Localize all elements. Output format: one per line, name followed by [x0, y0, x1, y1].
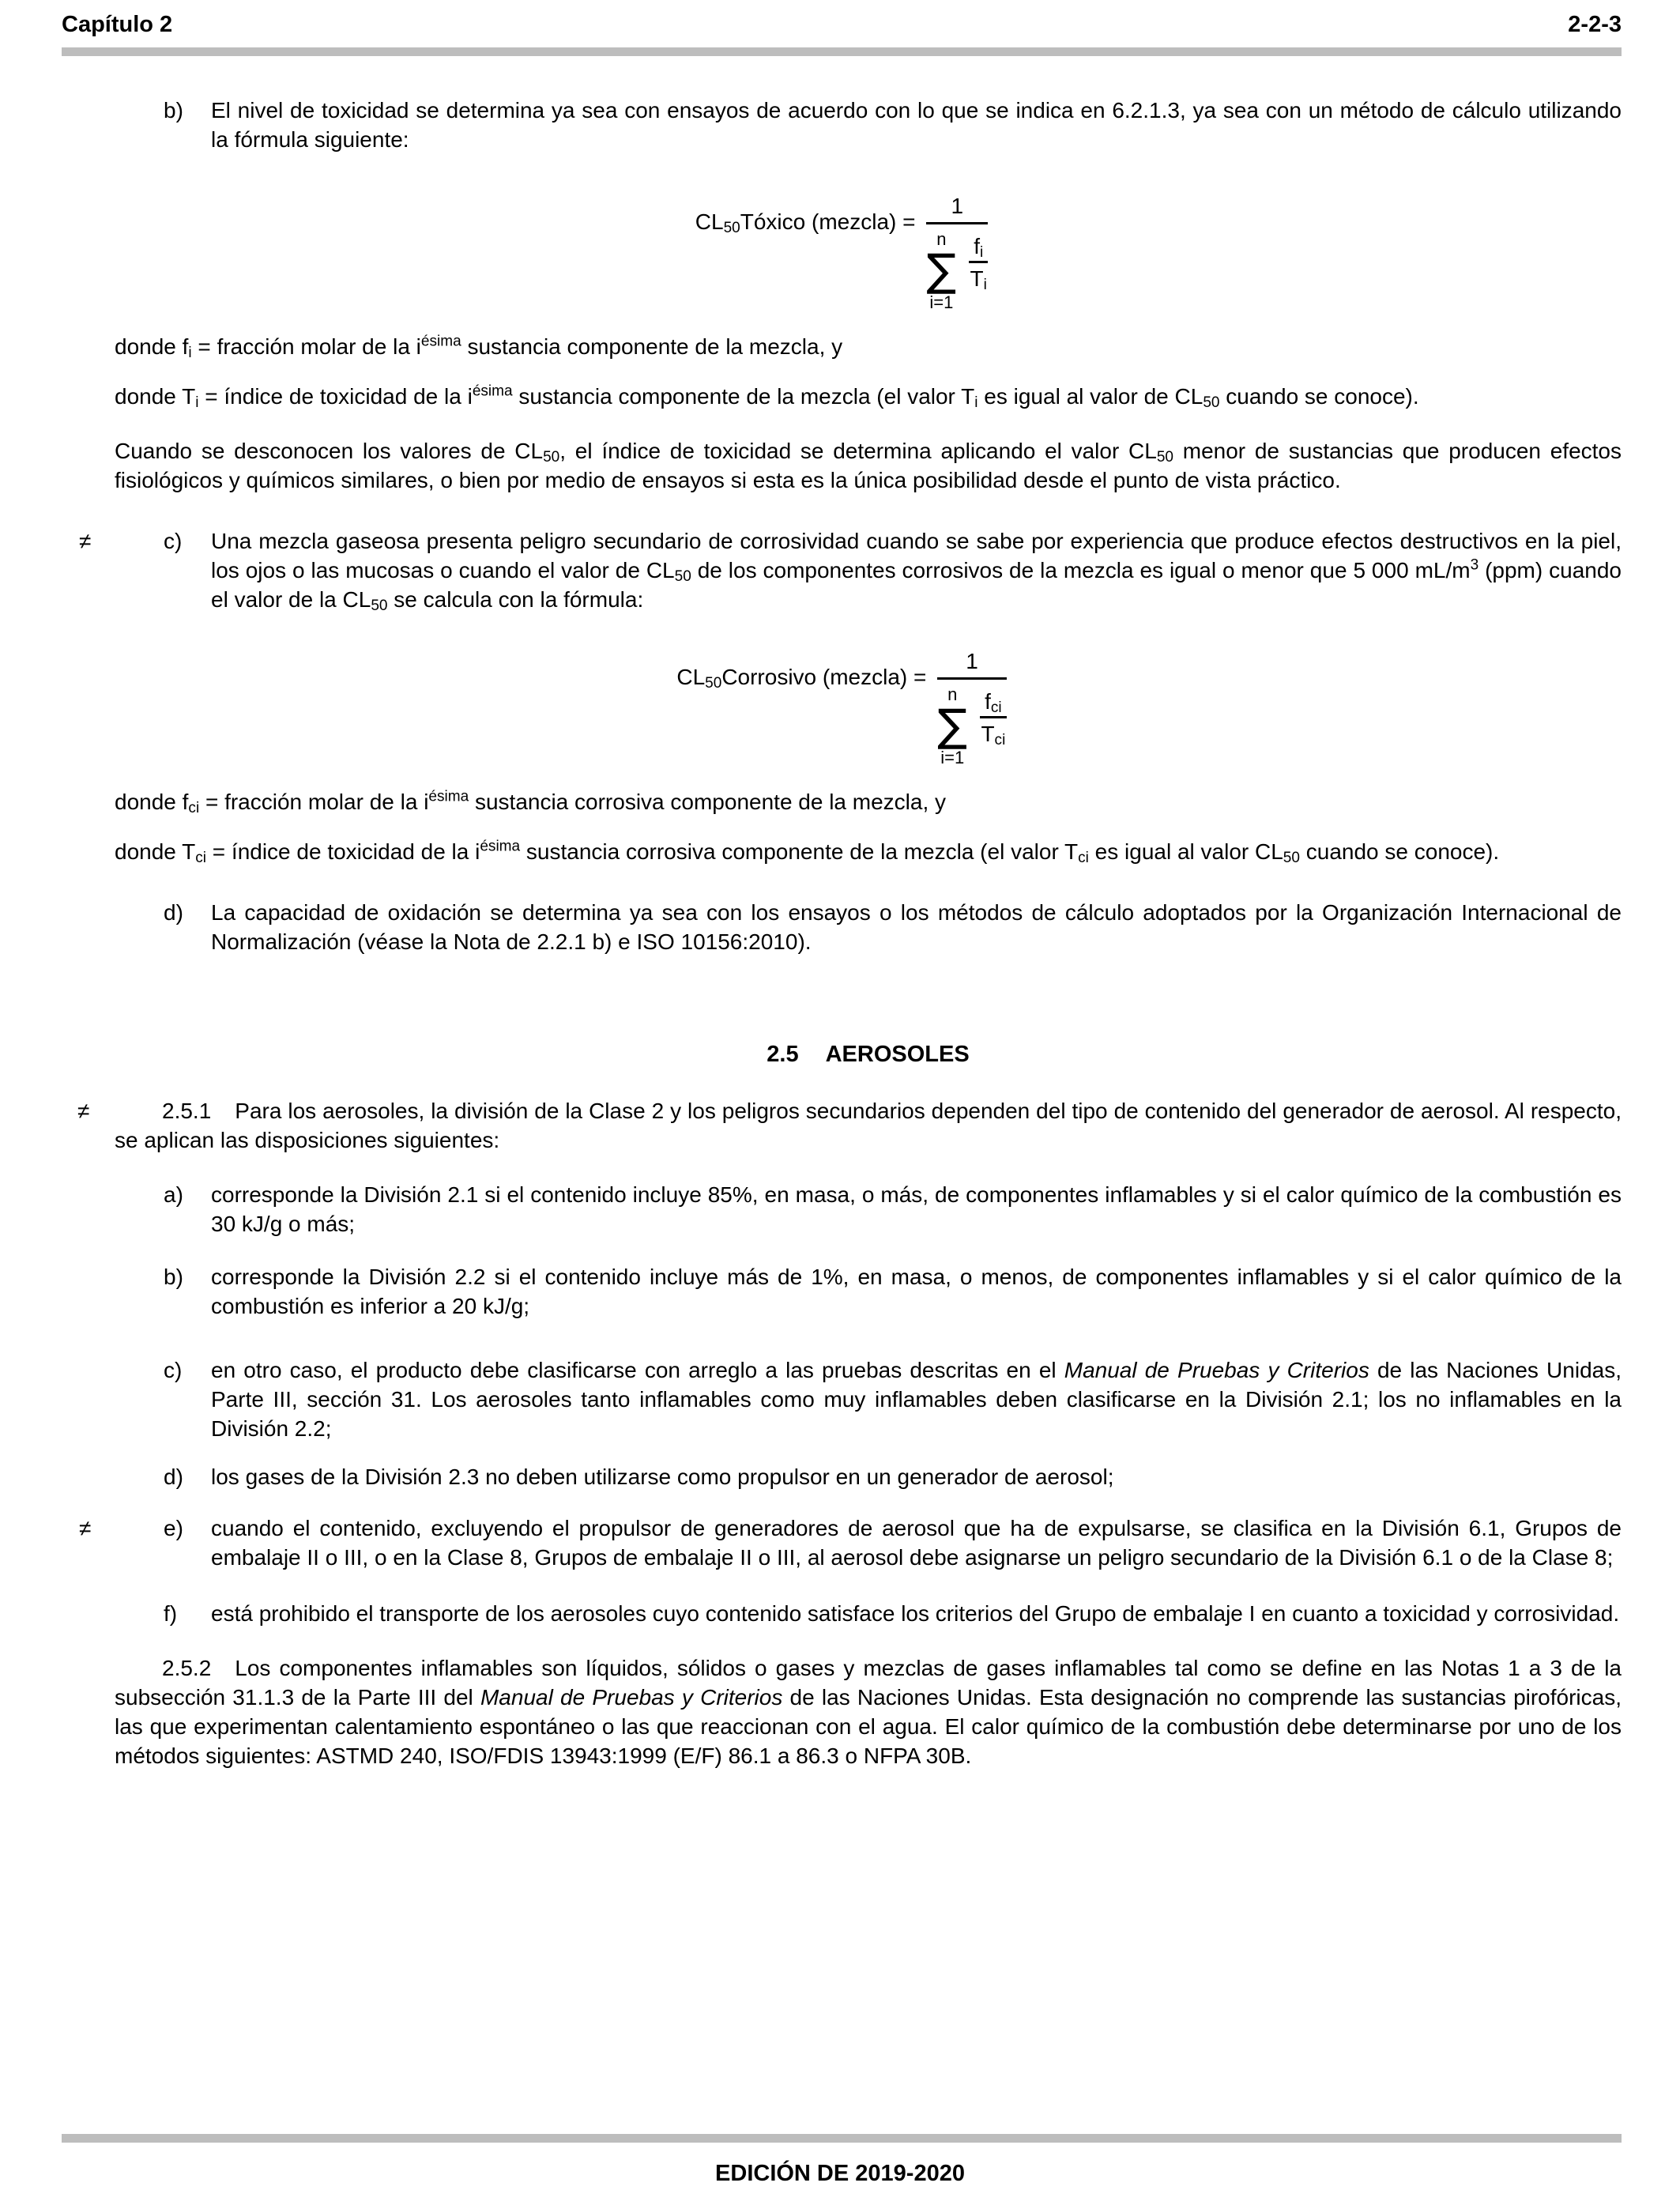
list-item-text: en otro caso, el producto debe clasificarse con arreglo a las pruebas descritas en el Manual de Pruebas y Criterios de las Naciones Unidas, Parte III, sección 31. Los aerosoles tanto inflamables como muy inflamables deben clasificarse en la División 2.1; los no inflamables en la División 2.2; — [211, 1358, 1622, 1441]
summation — [937, 684, 967, 768]
formula-lhs: $CL_{50}Tóxico$ (mezcla) = — [695, 209, 916, 237]
list-item-label: e) — [164, 1516, 183, 1540]
list-item-a-division-21 — [164, 1180, 1622, 1238]
list-item-text: corresponde la División 2.2 si el contenido incluye más de 1%, en masa, o menos, de componentes inflamables y si el calor químico de la combustión es inferior a 20 kJ/g; — [211, 1265, 1622, 1318]
sum-lower-limit: i=1 — [929, 292, 954, 312]
inner-fraction — [969, 232, 988, 293]
fraction-numerator: 1 — [951, 194, 964, 218]
list-item-d-division-23 — [164, 1462, 1622, 1491]
header-rule — [62, 47, 1622, 56]
fraction-denominator — [926, 224, 988, 313]
sigma-icon: ∑ — [926, 245, 957, 296]
list-item-label: b) — [164, 1265, 183, 1289]
paragraph-2-5-2: 2.5.2 Los componentes inflamables son líquidos, sólidos o gases y mezclas de gases inflamables tal como se define en las Notas 1 a 3 de la subsección 31.1.3 de la Parte III del Manual de Pruebas y Criterios de las Naciones Unidas. Esta designación no comprende las sustancias pirofóricas, las que experimentan calentamiento espontáneo o las que reaccionan con el agua. El calor químico de la combustión debe determinarse por uno de los métodos siguientes: ASTMD 240, ISO/FDIS 13943:1999 (E/F) 86.1 a 86.3 o NFPA 30B. — [115, 1656, 1622, 1768]
fraction-denominator — [937, 680, 1006, 768]
change-marker-icon: ≠ — [79, 1516, 92, 1540]
list-item-text: El nivel de toxicidad se determina ya sea con ensayos de acuerdo con lo que se indica en 6.2.1.3, ya sea con un método de cálculo utilizando la fórmula siguiente: — [211, 98, 1622, 152]
list-item-label: a) — [164, 1182, 183, 1207]
list-item-label: c) — [164, 529, 183, 553]
list-item-text: los gases de la División 2.3 no deben utilizarse como propulsor en un generador de aerosol; — [211, 1465, 1114, 1489]
header-chapter: Capítulo 2 — [62, 12, 173, 37]
inner-fraction-numerator: $f_{ci}$ — [985, 689, 1002, 717]
inner-fraction-numerator: $f_i$ — [974, 234, 984, 262]
section-number: 2.5 — [767, 1042, 799, 1067]
formula-lhs: $CL_{50}Corrosivo$ (mezcla) = — [676, 665, 927, 692]
paragraph-donde-tci: donde $T_{ci}$ = índice de toxicidad de la $i^{ésima}$ sustancia corrosiva componente de la mezcla (el valor $T_{ci}$ es igual al valor $CL_{50}$ cuando se conoce). — [115, 838, 1500, 867]
footer-edition: EDICIÓN DE 2019-2020 — [715, 2161, 965, 2186]
formula-cl50-toxico — [62, 190, 1622, 313]
list-item-text: está prohibido el transporte de los aerosoles cuyo contenido satisface los criterios del Grupo de embalaje I en cuanto a toxicidad y corrosividad. — [211, 1601, 1620, 1626]
list-item-c-manual-pruebas — [164, 1355, 1622, 1443]
formula-cl50-corrosivo — [62, 646, 1622, 768]
footer-rule — [62, 2134, 1622, 2143]
paragraph-cuando-desconocen: Cuando se desconocen los valores de $CL_{50}$, el índice de toxicidad se determina aplicando el valor $CL_{50}$ menor de sustancias que producen efectos fisiológicos y químicos similares, o bien por medio de ensayos si esta es la única posibilidad desde el punto de vista práctico. — [115, 439, 1622, 492]
paragraph-donde-fi: donde $f_i$ = fracción molar de la $i^{ésima}$ sustancia componente de la mezcla, y — [115, 333, 843, 362]
fraction-numerator: 1 — [966, 649, 978, 673]
paragraph-donde-ti: donde $T_i$ = índice de toxicidad de la $i^{ésima}$ sustancia componente de la mezcla (el valor $T_i$ es igual al valor de $CL_{50}$ cuando se conoce). — [115, 383, 1419, 412]
inner-fraction-denominator: $T_{ci}$ — [981, 722, 1006, 749]
list-item-text: Una mezcla gaseosa presenta peligro secundario de corrosividad cuando se sabe por experiencia que produce efectos destructivos en la piel, los ojos o las mucosas o cuando el valor de $CL_{50}$ de los componentes corrosivos de la mezcla es igual o menor que 5 000 $mL/m^3$ (ppm) cuando el valor de la $CL_{50}$ se calcula con la fórmula: — [211, 529, 1622, 615]
list-item-b-division-22 — [164, 1262, 1622, 1321]
paragraph-text: 2.5.1 Para los aerosoles, la división de la Clase 2 y los peligros secundarios dependen del tipo de contenido del generador de aerosol. Al respecto, se aplican las disposiciones siguientes: — [115, 1099, 1622, 1152]
list-item-label: c) — [164, 1358, 183, 1382]
list-item-text: La capacidad de oxidación se determina ya sea con los ensayos o los métodos de cálculo adoptados por la Organización Internacional de Normalización (véase la Nota de 2.2.1 b) e ISO 10156:2010). — [211, 900, 1622, 954]
list-item-e-secondary-hazard — [79, 1514, 1622, 1572]
list-item-c-corrosivity — [79, 526, 1622, 615]
sigma-icon: ∑ — [937, 700, 968, 752]
inner-fraction — [980, 688, 1007, 748]
list-item-text: cuando el contenido, excluyendo el propulsor de generadores de aerosol que ha de expulsarse, se clasifica en la División 6.1, Grupos de embalaje II o III, o en la Clase 8, Grupos de embalaje II o III, al aerosol debe asignarse un peligro secundario de la División 6.1 o de la Clase 8; — [211, 1516, 1622, 1570]
change-marker-icon: ≠ — [79, 529, 92, 553]
list-item-label: f) — [164, 1601, 178, 1626]
page-content — [62, 96, 1622, 1770]
list-item-label: b) — [164, 98, 183, 123]
section-title: AEROSOLES — [825, 1042, 970, 1067]
sum-lower-limit: i=1 — [940, 748, 965, 767]
fraction — [926, 190, 988, 313]
list-item-f-prohibited — [164, 1599, 1622, 1628]
inner-fraction-denominator: $T_i$ — [970, 266, 987, 294]
list-item-label: d) — [164, 900, 183, 925]
change-marker-icon: ≠ — [77, 1099, 90, 1123]
section-heading-aerosoles — [115, 1040, 1622, 1069]
list-item-d-oxidation — [164, 898, 1622, 956]
paragraph-donde-fci: donde $f_{ci}$ = fracción molar de la $i^{ésima}$ sustancia corrosiva componente de la mezcla, y — [115, 788, 947, 817]
list-item-b-toxicity — [164, 96, 1622, 154]
summation — [926, 229, 956, 313]
list-item-text: corresponde la División 2.1 si el contenido incluye 85%, en masa, o más, de componentes inflamables y si el calor químico de la combustión es 30 kJ/g o más; — [211, 1182, 1622, 1236]
sum-upper-limit: n — [936, 229, 947, 249]
fraction — [937, 646, 1006, 768]
sum-upper-limit: n — [947, 684, 958, 704]
list-item-label: d) — [164, 1465, 183, 1489]
header-page-number: 2-2-3 — [1568, 12, 1622, 37]
page-header — [62, 11, 1622, 38]
paragraph-2-5-1 — [77, 1096, 1622, 1155]
